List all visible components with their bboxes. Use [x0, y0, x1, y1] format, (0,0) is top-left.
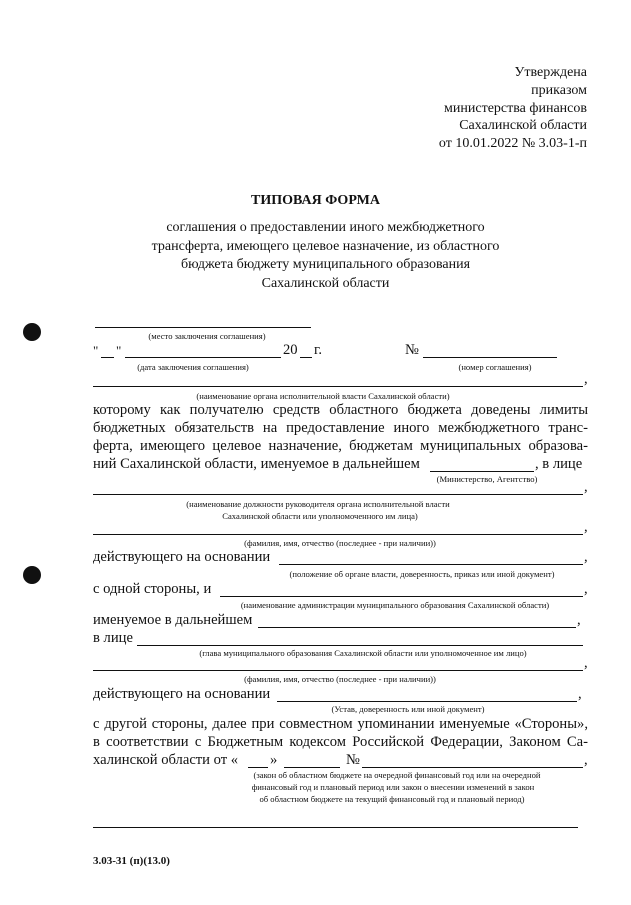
- body-line: ний Сахалинской области, именуемое в дальнейшем: [93, 456, 420, 472]
- subtitle-line: трансферта, имеющего целевое назначение, из областного: [151, 238, 500, 254]
- fio-2-field[interactable]: [93, 670, 583, 671]
- law-comma: ,: [584, 752, 588, 768]
- organ-comma: ,: [584, 371, 588, 387]
- head-position-comma: ,: [584, 479, 588, 495]
- date-quote-close: ": [116, 343, 122, 358]
- law-caption: об областном бюджете на текущий финансовый год и плановый период): [259, 794, 525, 804]
- acting-basis-field[interactable]: [279, 564, 583, 565]
- ministry-caption: (Министерство, Агентство): [436, 474, 538, 484]
- acting-basis-2-field[interactable]: [277, 701, 577, 702]
- number-caption: (номер соглашения): [458, 362, 532, 372]
- approval-line: Сахалинской области: [459, 118, 587, 134]
- body-line: ферта, имеющего целевое назначение, бюджетам муниципальных образова-: [93, 438, 588, 454]
- approval-line: Утверждена: [514, 65, 587, 80]
- body-line: в соответствии с Бюджетным кодексом Российской Федерации, Законом Са-: [93, 734, 588, 750]
- number-sign: №: [405, 342, 419, 358]
- approval-line: приказом: [531, 82, 587, 98]
- place-field[interactable]: [95, 327, 311, 328]
- date-month-field[interactable]: [125, 357, 281, 358]
- acting-basis-comma: ,: [584, 549, 588, 565]
- hereinafter-field[interactable]: [258, 627, 576, 628]
- organ-field[interactable]: [93, 386, 583, 387]
- in-person-label: в лице: [93, 630, 133, 646]
- punch-hole-bottom: [23, 566, 41, 584]
- fio-2-caption: (фамилия, имя, отчество (последнее - при наличии)): [244, 674, 436, 684]
- agreement-number-field[interactable]: [423, 357, 557, 358]
- admin-field[interactable]: [220, 596, 583, 597]
- one-side-label: с одной стороны, и: [93, 581, 212, 597]
- date-year-suffix: г.: [314, 342, 322, 358]
- date-year-prefix: 20: [283, 342, 298, 358]
- acting-basis-2-comma: ,: [578, 686, 582, 702]
- fio-2-comma: ,: [584, 655, 588, 671]
- body-line: бюджетных обязательств на предоставление иного межбюджетного транс-: [93, 420, 588, 436]
- head-mo-field[interactable]: [137, 645, 583, 646]
- head-position-caption: (наименование должности руководителя органа исполнительной власти: [186, 499, 450, 509]
- approval-line: от 10.01.2022 № 3.03-1-п: [438, 136, 587, 152]
- acting-basis-2-caption: (Устав, доверенность или иной документ): [331, 704, 485, 714]
- law-caption: (закон об областном бюджете на очередной финансовый год или на очередной: [253, 770, 541, 780]
- head-position-caption: Сахалинской области или уполномоченного им лица): [222, 511, 418, 521]
- body-line: которому как получателю средств областного бюджета доведены лимиты: [93, 402, 588, 418]
- head-position-field[interactable]: [93, 494, 583, 495]
- law-number-field[interactable]: [362, 767, 583, 768]
- date-quote-open: ": [93, 343, 99, 358]
- acting-basis-2-label: действующего на основании: [93, 686, 271, 702]
- law-line-label: халинской области от «: [93, 752, 239, 768]
- fio-1-caption: (фамилия, имя, отчество (последнее - при наличии)): [244, 538, 436, 548]
- subtitle-line: соглашения о предоставлении иного межбюджетного: [166, 220, 485, 235]
- law-quote-close: »: [270, 752, 278, 768]
- acting-basis-caption: (положение об органе власти, доверенность, приказ или иной документ): [289, 569, 555, 579]
- subtitle-line: бюджета бюджету муниципального образования: [180, 257, 471, 272]
- body-line: , в лице: [535, 456, 583, 472]
- law-month-field[interactable]: [284, 767, 340, 768]
- law-day-field[interactable]: [248, 767, 268, 768]
- admin-caption: (наименование администрации муниципального образования Сахалинской области): [240, 600, 550, 610]
- document-subtitle: [120, 219, 531, 293]
- approval-line: министерства финансов: [444, 100, 587, 116]
- fio-1-field[interactable]: [93, 534, 583, 535]
- head-mo-caption: (глава муниципального образования Сахалинской области или уполномоченное им лицо): [199, 648, 527, 658]
- date-year-field[interactable]: [300, 357, 312, 358]
- body-line: с другой стороны, далее при совместном упоминании именуемые «Стороны»,: [93, 716, 588, 732]
- organ-caption: (наименование органа исполнительной власти Сахалинской области): [196, 391, 450, 401]
- acting-basis-label: действующего на основании: [93, 549, 271, 565]
- date-day-field[interactable]: [101, 357, 114, 358]
- fio-1-comma: ,: [584, 519, 588, 535]
- hereinafter-comma: ,: [577, 612, 581, 628]
- hereinafter-label: именуемое в дальнейшем: [93, 612, 253, 628]
- ministry-field[interactable]: [430, 471, 534, 472]
- law-caption: финансовый год и плановый период или закон о внесении изменений в закон: [251, 782, 535, 792]
- place-caption: (место заключения соглашения): [148, 331, 266, 341]
- bottom-rule: [93, 827, 578, 828]
- date-caption: (дата заключения соглашения): [137, 362, 249, 372]
- subtitle-line: Сахалинской области: [261, 275, 390, 291]
- admin-comma: ,: [584, 581, 588, 597]
- approval-block: [439, 64, 587, 153]
- document-title: ТИПОВАЯ ФОРМА: [251, 193, 380, 208]
- law-number-sign: №: [346, 752, 360, 768]
- punch-hole-top: [23, 323, 41, 341]
- form-code: 3.03-31 (п)(13.0): [93, 855, 170, 867]
